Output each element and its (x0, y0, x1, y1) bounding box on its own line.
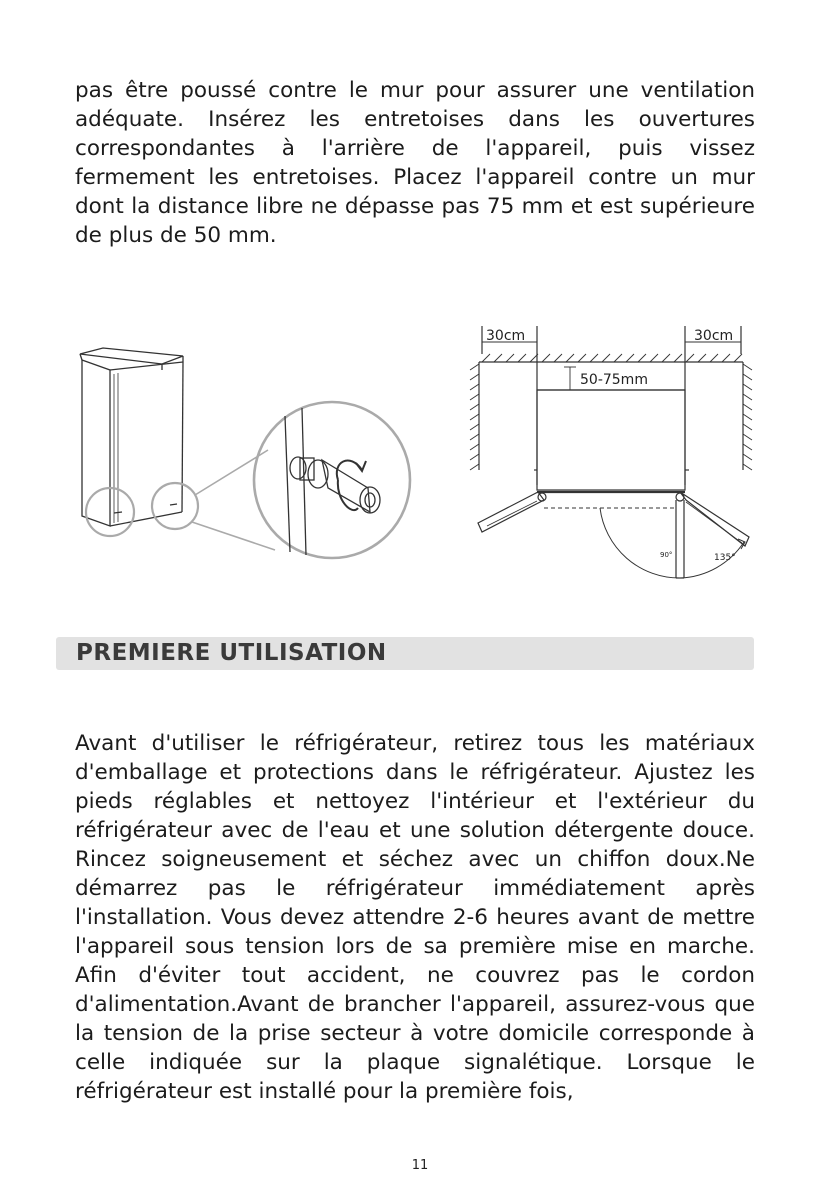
back-distance-label: 50-75mm (580, 372, 648, 388)
section-title: PREMIERE UTILISATION (76, 640, 387, 666)
right-clearance-label: 30cm (694, 328, 734, 344)
spacer-installation-figure (70, 330, 420, 570)
fridge-spacer-illustration (70, 330, 420, 570)
intro-paragraph: pas être poussé contre le mur pour assurer une ventilation adéquate. Insérez les entretoises dans les ouvertures correspondantes à l'arrière de l'appareil, puis vissez fermement les entretoises. Placez l'appareil contre un mur dont la distance libre ne dépasse pas 75 mm et est supérieure de plus de 50 mm. (75, 78, 755, 248)
angle-135-label: 135° (714, 553, 736, 563)
section-header-bar (56, 637, 754, 670)
clearance-diagram (460, 320, 760, 590)
clearance-top-view (460, 320, 760, 590)
page-number: 11 (411, 1158, 429, 1173)
angle-90-label: 90° (660, 551, 673, 559)
left-clearance-label: 30cm (486, 328, 526, 344)
first-use-paragraph: Avant d'utiliser le réfrigérateur, retirez tous les matériaux d'emballage et protections dans le réfrigérateur. Ajustez les pieds réglables et nettoyez l'intérieur et l'extérieur du réfrigérateur avec de l'eau et une solution détergente douce. Rincez soigneusement et séchez avec un chiffon doux.Ne démarrez pas le réfrigérateur immédiatement après l'installation. Vous devez attendre 2-6 heures avant de mettre l'appareil sous tension lors de sa première mise en marche. Afin d'éviter tout accident, ne couvrez pas le cordon d'alimentation.Avant de brancher l'appareil, assurez-vous que la tension de la prise secteur à votre domicile corresponde à celle indiquée sur la plaque signalétique. Lorsque le réfrigérateur est installé pour la première fois, (75, 731, 755, 1104)
